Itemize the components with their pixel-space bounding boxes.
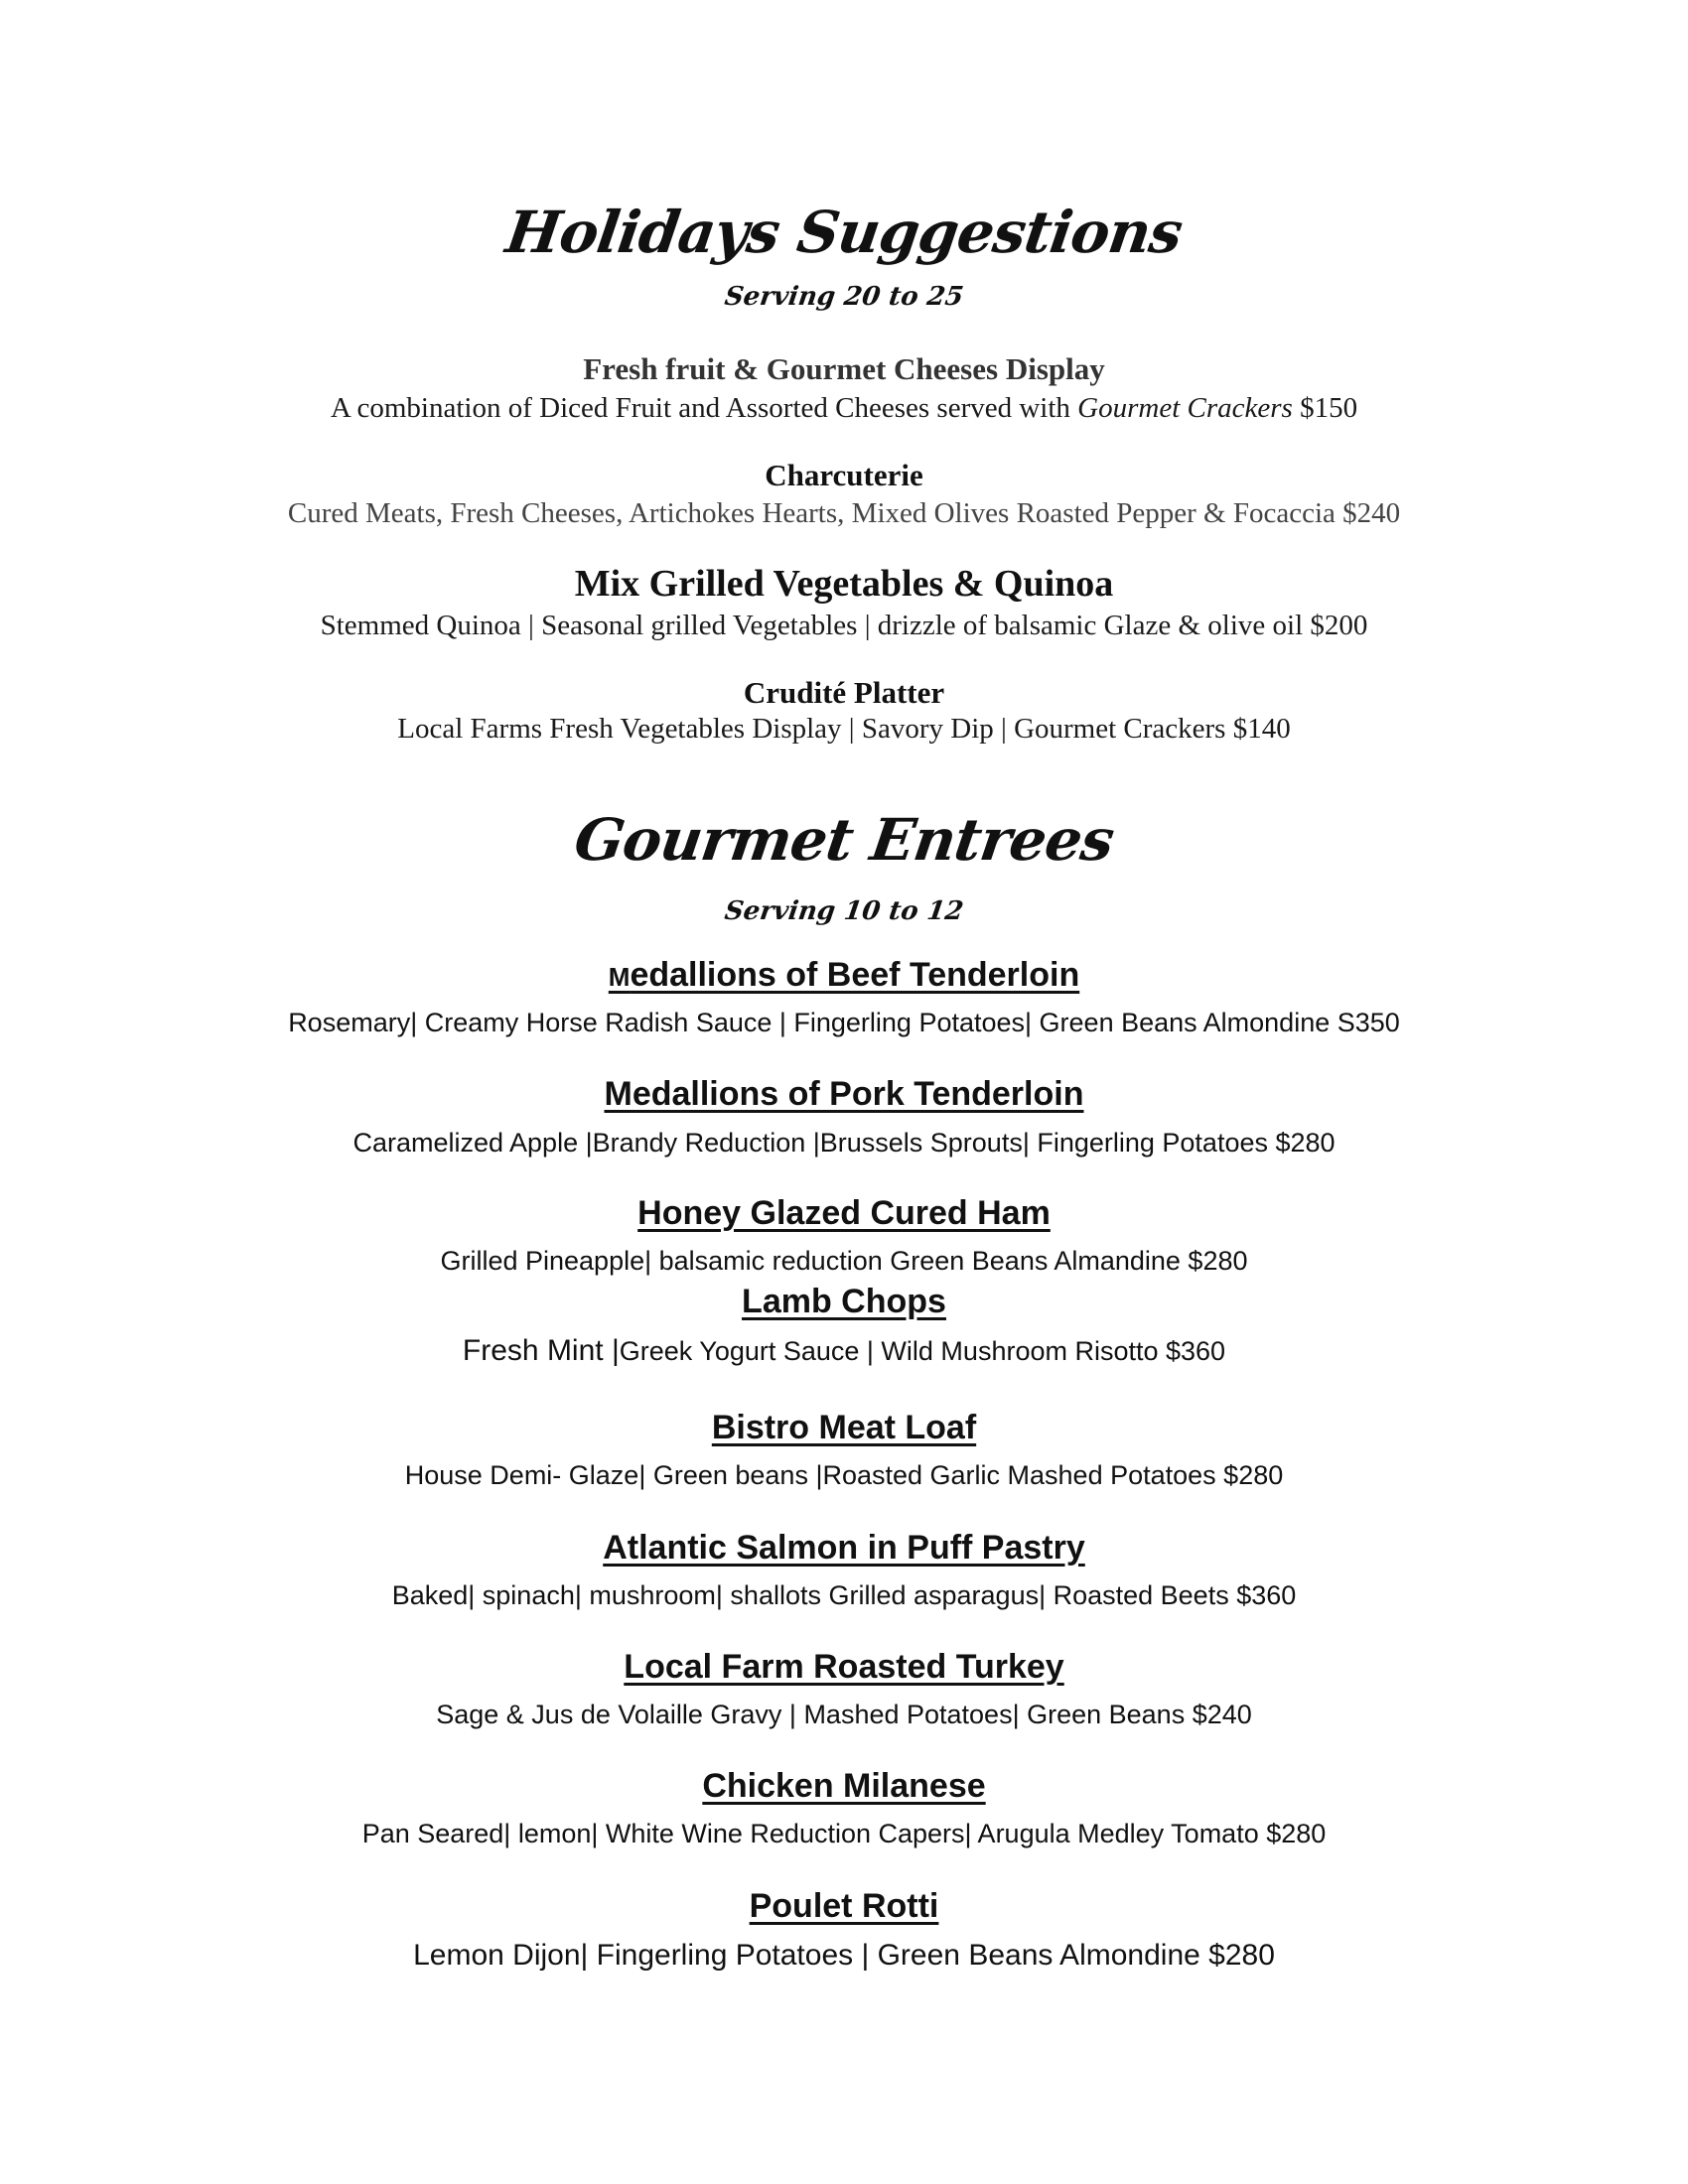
entree-item-desc: Baked| spinach| mushroom| shallots Grilled asparagus| Roasted Beets $360 [391,1580,1297,1610]
holidays-title: Holidays Suggestions [501,199,1187,266]
entree-item-desc: House Demi- Glaze| Green beans |Roasted Garlic Mashed Potatoes $280 [404,1460,1284,1490]
entree-item-desc [0,1334,1688,1368]
entree-item-desc: Pan Seared| lemon| White Wine Reduction Capers| Arugula Medley Tomato $280 [361,1819,1327,1848]
holiday-item-desc: Stemmed Quinoa | Seasonal grilled Vegetables | drizzle of balsamic Glaze & olive oil $200 [320,610,1368,641]
entree-item-desc-rest: Greek Yogurt Sauce | Wild Mushroom Risotto $360 [619,1336,1226,1366]
entree-item-name-initial: M [608,962,631,992]
holiday-item-desc-italic: Gourmet Crackers [1077,392,1293,424]
holiday-item-desc: Local Farms Fresh Vegetables Display | Savory Dip | Gourmet Crackers $140 [397,713,1291,745]
entrees-serving: Serving 10 to 12 [722,896,966,926]
entree-item-name-rest: edallions of Beef Tenderloin [630,956,1080,994]
entree-item-desc: Sage & Jus de Volaille Gravy | Mashed Potatoes| Green Beans $240 [436,1700,1252,1729]
entree-item-name: Medallions of Pork Tenderloin [604,1075,1084,1113]
holiday-item-desc-price: $150 [1292,392,1358,424]
holidays-serving: Serving 20 to 25 [722,282,966,312]
entree-item-desc-lead: Fresh Mint | [462,1334,620,1367]
holiday-item-name: Charcuterie [765,458,923,492]
holiday-item-name: Crudité Platter [743,675,945,710]
holiday-item-name: Fresh fruit & Gourmet Cheeses Display [583,351,1105,386]
entree-item-name: Honey Glazed Cured Ham [637,1194,1051,1232]
entree-item-name: Atlantic Salmon in Puff Pastry [603,1529,1085,1567]
entree-item-name: Poulet Rotti [749,1887,939,1925]
entree-item-name: Chicken Milanese [702,1767,986,1805]
holiday-item-desc [0,392,1688,425]
entrees-title: Gourmet Entrees [570,806,1118,874]
entree-item-desc: Lemon Dijon| Fingerling Potatoes | Green Beans Almondine $280 [413,1939,1275,1972]
entree-item-desc: Grilled Pineapple| balsamic reduction Green Beans Almandine $280 [440,1246,1248,1276]
entree-item-name: Local Farm Roasted Turkey [624,1648,1064,1686]
entree-item-desc: Rosemary| Creamy Horse Radish Sauce | Fingerling Potatoes| Green Beans Almondine S350 [288,1008,1400,1037]
entree-item-name [0,956,1688,995]
holiday-item-desc-text: A combination of Diced Fruit and Assorted Cheeses served with [330,392,1078,424]
holiday-item-name: Mix Grilled Vegetables & Quinoa [574,563,1114,605]
entree-item-name: Lamb Chops [742,1283,946,1320]
holiday-item-desc: Cured Meats, Fresh Cheeses, Artichokes Hearts, Mixed Olives Roasted Pepper & Focaccia $240 [287,497,1401,529]
entree-item-name: Bistro Meat Loaf [711,1409,977,1446]
entree-item-desc: Caramelized Apple |Brandy Reduction |Brussels Sprouts| Fingerling Potatoes $280 [352,1128,1336,1158]
